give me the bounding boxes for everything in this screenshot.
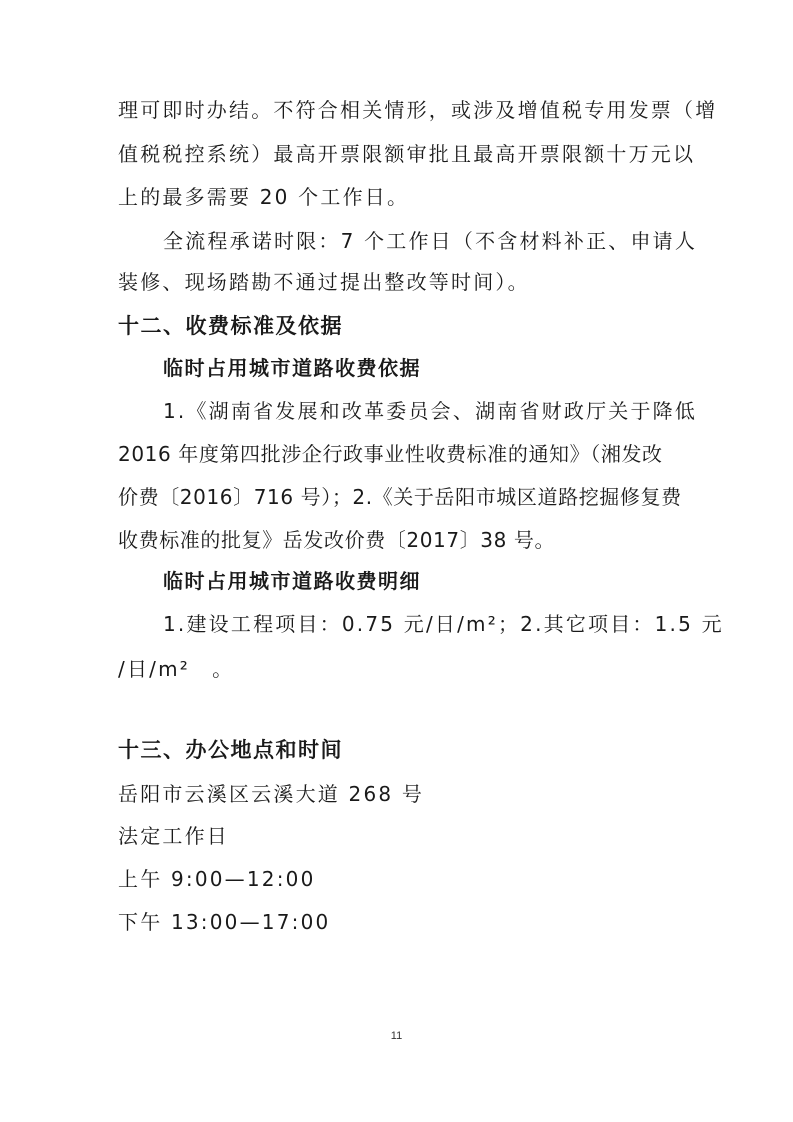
paragraph-line: 2016 年度第四批涉企行政事业性收费标准的通知》（湘发改 <box>118 442 663 466</box>
page-number: 11 <box>390 1030 403 1042</box>
paragraph-line: 值税税控系统）最高开票限额审批且最高开票限额十万元以 <box>118 142 696 166</box>
paragraph-line: 价费〔2016〕716 号）；2.《关于岳阳市城区道路挖掘修复费 <box>118 485 682 509</box>
paragraph-line: 1.建设工程项目：0.75 元/日/m²；2.其它项目：1.5 元 <box>163 612 724 636</box>
office-hours-afternoon: 下午 13:00—17:00 <box>118 910 331 934</box>
paragraph-line: 理可即时办结。不符合相关情形，或涉及增值税专用发票（增 <box>118 98 718 122</box>
office-hours-morning: 上午 9:00—12:00 <box>118 867 316 891</box>
section-heading-office: 十三、办公地点和时间 <box>118 738 343 762</box>
subheading-fee-details: 临时占用城市道路收费明细 <box>163 569 421 593</box>
paragraph-line: 收费标准的批复》岳发改价费〔2017〕38 号。 <box>118 528 556 552</box>
paragraph-line: 上的最多需要 20 个工作日。 <box>118 185 410 209</box>
subheading-fee-basis: 临时占用城市道路收费依据 <box>163 356 421 380</box>
section-heading-fees: 十二、收费标准及依据 <box>118 314 343 338</box>
paragraph-line: 全流程承诺时限：7 个工作日（不含材料补正、申请人 <box>163 229 698 253</box>
office-workdays: 法定工作日 <box>118 824 229 848</box>
paragraph-line: 1.《湖南省发展和改革委员会、湖南省财政厅关于降低 <box>163 399 698 423</box>
paragraph-line: 装修、现场踏勘不通过提出整改等时间）。 <box>118 270 530 294</box>
office-address: 岳阳市云溪区云溪大道 268 号 <box>118 782 425 806</box>
paragraph-line: /日/m² 。 <box>118 657 235 681</box>
